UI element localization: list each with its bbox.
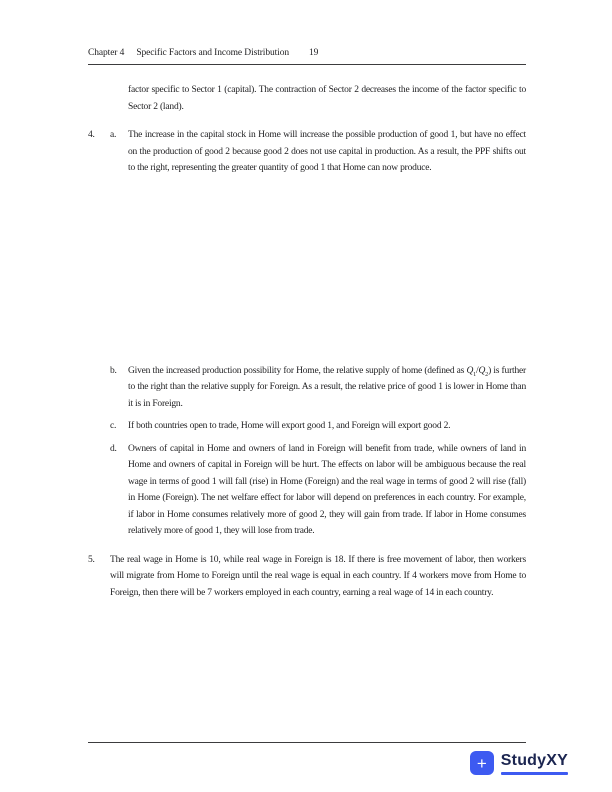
header-page-number: 19 <box>309 48 319 58</box>
logo-wordmark: StudyXY <box>500 751 568 769</box>
header-title: Specific Factors and Income Distribution <box>136 48 290 58</box>
footer-rule <box>88 742 526 743</box>
formula-q1-q2: $Q_1/Q_2$ <box>466 365 489 378</box>
item-4d-label: d. <box>110 443 117 454</box>
document-content <box>88 82 526 601</box>
plus-icon <box>470 751 494 775</box>
item-4a-text: The increase in the capital stock in Home will increase the possible production of good 1, but have no effect on the production of good 2 because good 2 does not use capital in production. As a result, the PPF shifts out to the right, representing the greater quantity of good 1 that Home can now produce. <box>128 130 526 173</box>
item-4b-text-after: ) is further to the right than the relative supply for Foreign. As a result, the relative price of good 1 is lower in Home than it is in Foreign. <box>128 365 527 409</box>
item-4d <box>110 441 526 540</box>
item-5-number: 5. <box>88 554 95 565</box>
item-4d-text: Owners of capital in Home and owners of land in Foreign will benefit from trade, while owners of land in Home and owners of capital in Foreign will be hurt. The effects on labor will be ambiguous because the real wage in terms of good 1 will fall (rise) in Home (Foreign) and the real wage in terms of good 2 will rise (fall) in Home (Foreign). The net welfare effect for labor will depend on preferences in each country. For example, if labor in Home consumes relatively more of good 2, they will gain from trade. If labor in Home consumes relatively more of good 1, they will lose from trade. <box>128 443 526 536</box>
item-4b-text <box>128 363 526 413</box>
item-4a <box>88 127 526 177</box>
item-4b-text-before: Given the increased production possibility for Home, the relative supply of home (defined as <box>128 365 467 376</box>
figure-blank-space <box>88 177 526 357</box>
logo-underline <box>501 772 568 775</box>
item-5-text: The real wage in Home is 10, while real wage in Foreign is 18. If there is free movement of labor, then workers will migrate from Home to Foreign until the real wage is equal in each country. If 4 workers move from Home to Foreign, then there will be 7 workers employed in each country, earning a real wage of 14 in each country. <box>110 554 526 598</box>
page-header <box>88 48 526 65</box>
running-head <box>88 48 526 58</box>
item-5 <box>88 552 526 602</box>
logo-text-block <box>501 752 568 775</box>
studyxy-logo <box>470 751 568 775</box>
item-4b-label: b. <box>110 365 117 376</box>
plus-glyph: + <box>476 753 487 773</box>
item-4a-label: a. <box>110 130 117 140</box>
header-rule <box>88 64 526 65</box>
item-4b <box>110 363 526 413</box>
continuation-paragraph: factor specific to Sector 1 (capital). The contraction of Sector 2 decreases the income of the factor specific to Sector 2 (land). <box>128 85 526 112</box>
item-4-number: 4. <box>88 130 95 140</box>
item-4-subitems <box>110 363 526 540</box>
item-4c <box>110 418 526 435</box>
header-chapter: Chapter 4 <box>88 48 125 58</box>
item-4c-label: c. <box>110 421 117 431</box>
item-4c-text: If both countries open to trade, Home will export good 1, and Foreign will export good 2. <box>128 421 451 431</box>
